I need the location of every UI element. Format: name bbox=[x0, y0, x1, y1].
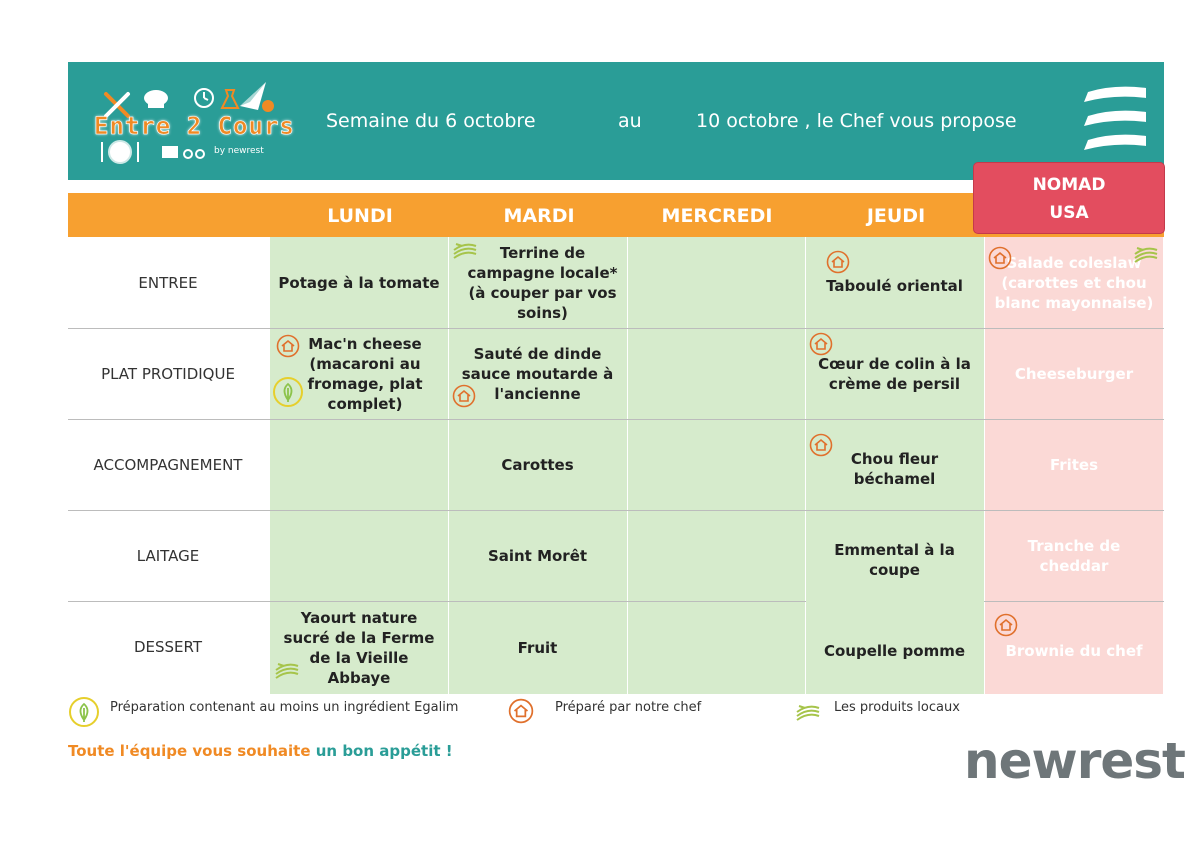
local-products-icon bbox=[795, 702, 821, 724]
row-label-accompagnement: ACCOMPAGNEMENT bbox=[93, 456, 243, 474]
day-mardi: MARDI bbox=[503, 205, 575, 227]
logo bbox=[88, 76, 295, 168]
nomad-usa-tab bbox=[973, 162, 1165, 234]
local-products-icon bbox=[452, 240, 478, 262]
chef-house-icon bbox=[809, 433, 833, 457]
chef-house-icon bbox=[994, 613, 1018, 637]
menu-cell-mardi-laitage: Saint Morêt bbox=[487, 546, 588, 565]
day-mercredi: MERCREDI bbox=[661, 205, 773, 227]
menu-cell-nomad-accompagnement: Frites bbox=[1049, 455, 1099, 474]
menu-cell-nomad-entree: Salade coleslaw (carottes et chou blanc mayonnaise) bbox=[994, 253, 1154, 312]
logo-title: Entre 2 Cours bbox=[94, 112, 295, 140]
menu-cell-jeudi-entree: Taboulé oriental bbox=[826, 276, 963, 295]
menu-cell-mardi-dessert: Fruit bbox=[517, 638, 558, 657]
chef-house-icon bbox=[809, 332, 833, 356]
day-lundi: LUNDI bbox=[327, 205, 393, 227]
newrest-stripes-icon bbox=[1074, 84, 1146, 160]
legend-local-text: Les produits locaux bbox=[834, 700, 960, 715]
row-label-dessert: DESSERT bbox=[133, 638, 203, 656]
nomad-country-label: USA bbox=[1049, 203, 1089, 223]
egalim-leaf-icon bbox=[272, 376, 304, 408]
local-products-icon bbox=[1133, 244, 1159, 266]
logo-byline: by newrest bbox=[214, 146, 264, 156]
newrest-logo: newrest bbox=[964, 732, 1185, 790]
footer-message-part2: un bon appétit ! bbox=[315, 742, 453, 760]
menu-cell-lundi-plat: Mac'n cheese (macaroni au fromage, plat complet) bbox=[307, 334, 423, 413]
row-label-entree: ENTREE bbox=[138, 274, 198, 292]
menu-cell-nomad-dessert: Brownie du chef bbox=[1005, 641, 1143, 660]
legend-egalim-text: Préparation contenant au moins un ingrédient Egalim bbox=[110, 700, 459, 715]
menu-cell-nomad-laitage: Tranche de cheddar bbox=[1027, 536, 1121, 575]
column-divider bbox=[627, 237, 628, 694]
row-divider bbox=[984, 601, 1164, 602]
menu-cell-jeudi-plat: Cœur de colin à la crème de persil bbox=[818, 354, 971, 393]
menu-cell-jeudi-dessert: Coupelle pomme bbox=[823, 641, 966, 660]
footer-message bbox=[68, 742, 453, 760]
menu-cell-jeudi-laitage: Emmental à la coupe bbox=[834, 540, 955, 579]
week-connector-text: au bbox=[618, 110, 642, 132]
nomad-label: NOMAD bbox=[1032, 175, 1106, 195]
menu-cell-nomad-plat: Cheeseburger bbox=[1014, 364, 1134, 383]
chef-house-icon bbox=[508, 698, 534, 724]
legend-chef-text: Préparé par notre chef bbox=[555, 700, 702, 715]
row-label-laitage: LAITAGE bbox=[136, 547, 200, 565]
week-start-text: Semaine du 6 octobre bbox=[326, 110, 536, 132]
egalim-leaf-icon bbox=[68, 696, 100, 728]
menu-cell-mardi-plat: Sauté de dinde sauce moutarde à l'ancienne bbox=[461, 344, 614, 403]
menu-cell-mardi-entree: Terrine de campagne locale* (à couper par vos soins) bbox=[467, 243, 618, 322]
menu-cell-lundi-dessert: Yaourt nature sucré de la Ferme de la Vieille Abbaye bbox=[283, 608, 435, 687]
menu-cell-mardi-accompagnement: Carottes bbox=[501, 455, 574, 474]
footer-message-part1: Toute l'équipe vous souhaite bbox=[68, 742, 311, 760]
menu-cell-jeudi-accompagnement: Chou fleur béchamel bbox=[850, 449, 939, 488]
chef-house-icon bbox=[826, 250, 850, 274]
row-label-plat: PLAT PROTIDIQUE bbox=[101, 365, 235, 383]
local-products-icon bbox=[274, 660, 300, 682]
chef-house-icon bbox=[452, 384, 476, 408]
day-jeudi: JEUDI bbox=[866, 205, 926, 227]
menu-cell-lundi-entree: Potage à la tomate bbox=[278, 273, 440, 292]
chef-house-icon bbox=[988, 246, 1012, 270]
week-end-text: 10 octobre , le Chef vous propose bbox=[696, 110, 1017, 132]
chef-house-icon bbox=[276, 334, 300, 358]
